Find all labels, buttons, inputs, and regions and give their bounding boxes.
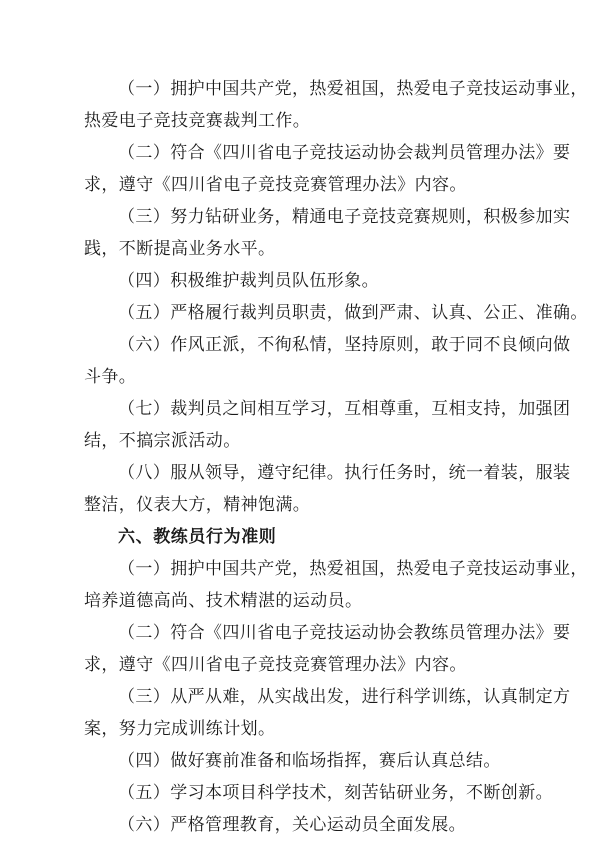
referee-item-3-line-2: 践，不断提高业务水平。: [84, 239, 276, 259]
referee-item-7-line-2: 结，不搞宗派活动。: [84, 431, 241, 451]
referee-item-5-line-1: （五）严格履行裁判员职责，做到严肃、认真、公正、准确。: [118, 303, 588, 323]
coach-item-3-line-2: 案，努力完成训练计划。: [84, 719, 276, 739]
coach-item-2-line-1: （二）符合《四川省电子竞技运动协会教练员管理办法》要: [118, 623, 571, 643]
coach-item-1-line-1: （一）拥护中国共产党，热爱祖国，热爱电子竞技运动事业，: [118, 559, 588, 579]
referee-item-3-line-1: （三）努力钻研业务，精通电子竞技竞赛规则，积极参加实: [118, 207, 571, 227]
referee-item-6-line-1: （六）作风正派，不徇私情，坚持原则，敢于同不良倾向做: [118, 335, 571, 355]
referee-item-2-line-2: 求，遵守《四川省电子竞技竞赛管理办法》内容。: [84, 175, 467, 195]
referee-item-7-line-1: （七）裁判员之间相互学习，互相尊重，互相支持，加强团: [118, 399, 571, 419]
referee-item-1-line-2: 热爱电子竞技竞赛裁判工作。: [84, 111, 311, 131]
coach-item-6-line-1: （六）严格管理教育，关心运动员全面发展。: [118, 815, 466, 835]
coach-item-5-line-1: （五）学习本项目科学技术，刻苦钻研业务，不断创新。: [118, 783, 553, 803]
coach-item-3-line-1: （三）从严从难，从实战出发，进行科学训练，认真制定方: [118, 687, 571, 707]
coach-item-4-line-1: （四）做好赛前准备和临场指挥，赛后认真总结。: [118, 751, 501, 771]
referee-item-2-line-1: （二）符合《四川省电子竞技运动协会裁判员管理办法》要: [118, 143, 571, 163]
referee-item-8-line-1: （八）服从领导，遵守纪律。执行任务时，统一着装，服装: [118, 463, 571, 483]
referee-item-8-line-2: 整洁，仪表大方，精神饱满。: [84, 495, 311, 515]
referee-item-6-line-2: 斗争。: [84, 367, 137, 387]
referee-item-4-line-1: （四）积极维护裁判员队伍形象。: [118, 271, 379, 291]
coach-item-2-line-2: 求，遵守《四川省电子竞技竞赛管理办法》内容。: [84, 655, 467, 675]
coach-item-1-line-2: 培养道德高尚、技术精湛的运动员。: [84, 591, 363, 611]
referee-item-1-line-1: （一）拥护中国共产党，热爱祖国，热爱电子竞技运动事业，: [118, 79, 588, 99]
section-heading: 六、教练员行为准则: [118, 527, 277, 547]
